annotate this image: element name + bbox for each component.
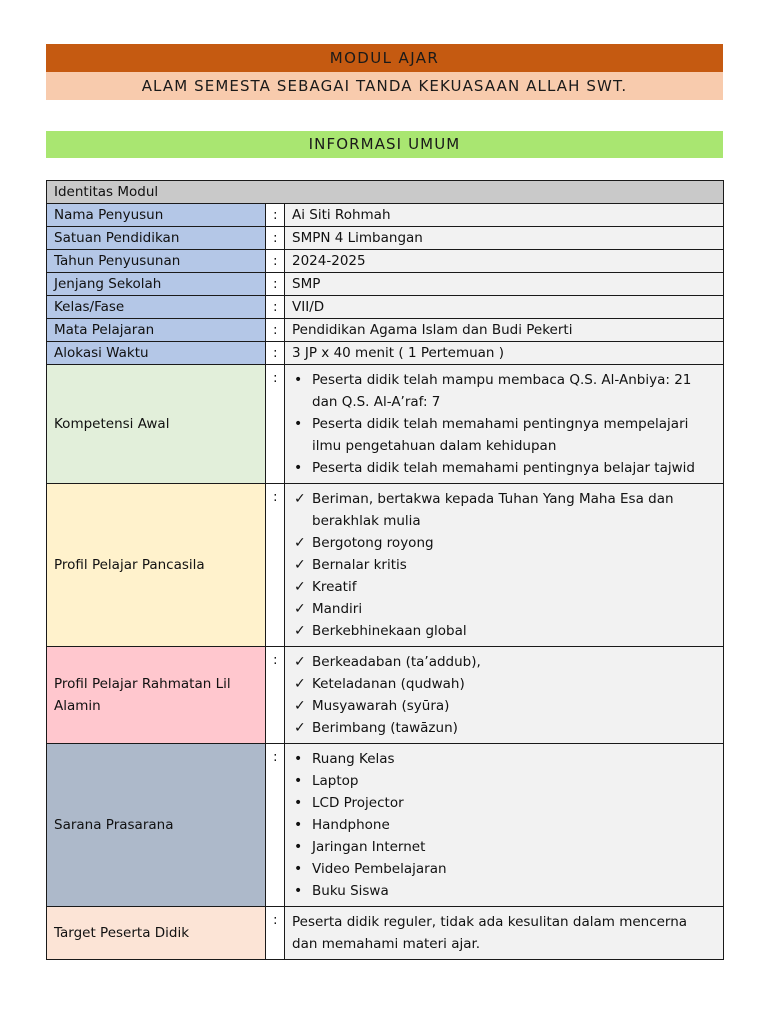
list-item: ✓ Berkebhinekaan global: [292, 620, 716, 642]
table-row-profil-pancasila: [47, 484, 724, 647]
check-icon: ✓: [294, 601, 306, 617]
table-row: [47, 250, 724, 273]
colon: :: [266, 227, 285, 250]
bullet-icon: •: [294, 883, 303, 899]
table-row-target: [47, 907, 724, 960]
row-value: [285, 484, 724, 647]
colon: :: [266, 273, 285, 296]
check-list: [292, 484, 716, 646]
colon: :: [266, 296, 285, 319]
bullet-icon: •: [294, 795, 303, 811]
identity-table: [46, 180, 724, 960]
row-label: Satuan Pendidikan: [47, 227, 266, 250]
row-label: Kelas/Fase: [47, 296, 266, 319]
check-icon: ✓: [294, 676, 306, 692]
colon: :: [266, 204, 285, 227]
row-label: Tahun Penyusunan: [47, 250, 266, 273]
colon: :: [266, 319, 285, 342]
row-label: Target Peserta Didik: [47, 907, 266, 960]
check-list: [292, 647, 716, 743]
check-icon: ✓: [294, 720, 306, 736]
colon: :: [266, 744, 285, 907]
table-heading-row: [47, 181, 724, 204]
module-title: MODUL AJAR: [46, 44, 723, 72]
list-item: • Peserta didik telah memahami pentingnya belajar tajwid: [292, 457, 716, 479]
row-value: [285, 365, 724, 484]
row-value: Ai Siti Rohmah: [285, 204, 724, 227]
table-row: [47, 273, 724, 296]
list-item: ✓ Beriman, bertakwa kepada Tuhan Yang Maha Esa dan berakhlak mulia: [292, 488, 716, 532]
bullet-icon: •: [294, 773, 303, 789]
row-value: SMP: [285, 273, 724, 296]
row-value: [285, 744, 724, 907]
table-row: [47, 204, 724, 227]
row-label: Profil Pelajar Pancasila: [47, 484, 266, 647]
row-value: SMPN 4 Limbangan: [285, 227, 724, 250]
bullet-icon: •: [294, 839, 303, 855]
row-label: Alokasi Waktu: [47, 342, 266, 365]
bullet-icon: •: [294, 751, 303, 767]
list-item: • Laptop: [292, 770, 716, 792]
table-row-kompetensi: [47, 365, 724, 484]
list-item: ✓ Keteladanan (qudwah): [292, 673, 716, 695]
section-heading: INFORMASI UMUM: [46, 131, 723, 158]
list-item: ✓ Berimbang (tawāzun): [292, 717, 716, 739]
table-row: [47, 319, 724, 342]
row-label: Nama Penyusun: [47, 204, 266, 227]
table-row-sarana: [47, 744, 724, 907]
bullet-list: [292, 744, 716, 906]
list-item: • Peserta didik telah mampu membaca Q.S. Al-Anbiya: 21 dan Q.S. Al-A’raf: 7: [292, 369, 716, 413]
list-item: • Peserta didik telah memahami pentingnya mempelajari ilmu pengetahuan dalam kehidupan: [292, 413, 716, 457]
check-icon: ✓: [294, 491, 306, 507]
row-label: Profil Pelajar Rahmatan Lil Alamin: [47, 647, 266, 744]
colon: :: [266, 365, 285, 484]
bullet-icon: •: [294, 861, 303, 877]
colon: :: [266, 907, 285, 960]
list-item: • Handphone: [292, 814, 716, 836]
row-value: [285, 907, 724, 960]
row-value: 3 JP x 40 menit ( 1 Pertemuan ): [285, 342, 724, 365]
check-icon: ✓: [294, 698, 306, 714]
list-item: ✓ Bergotong royong: [292, 532, 716, 554]
row-label: Kompetensi Awal: [47, 365, 266, 484]
table-row: [47, 227, 724, 250]
target-text: Peserta didik reguler, tidak ada kesulitan dalam mencerna dan memahami materi ajar.: [292, 914, 688, 952]
table-row-profil-rahmatan: [47, 647, 724, 744]
bullet-list: [292, 365, 716, 483]
colon: :: [266, 342, 285, 365]
list-item: ✓ Bernalar kritis: [292, 554, 716, 576]
list-item: ✓ Berkeadaban (ta’addub),: [292, 651, 716, 673]
list-item: • LCD Projector: [292, 792, 716, 814]
row-label: Sarana Prasarana: [47, 744, 266, 907]
list-item: ✓ Kreatif: [292, 576, 716, 598]
table-row: [47, 342, 724, 365]
row-value: VII/D: [285, 296, 724, 319]
colon: :: [266, 484, 285, 647]
list-item: • Jaringan Internet: [292, 836, 716, 858]
row-value: 2024-2025: [285, 250, 724, 273]
row-label: Jenjang Sekolah: [47, 273, 266, 296]
check-icon: ✓: [294, 535, 306, 551]
check-icon: ✓: [294, 579, 306, 595]
check-icon: ✓: [294, 623, 306, 639]
bullet-icon: •: [294, 460, 303, 476]
colon: :: [266, 250, 285, 273]
bullet-icon: •: [294, 372, 303, 388]
table-heading: Identitas Modul: [47, 181, 724, 204]
row-value: Pendidikan Agama Islam dan Budi Pekerti: [285, 319, 724, 342]
module-subtitle: ALAM SEMESTA SEBAGAI TANDA KEKUASAAN ALLAH SWT.: [46, 72, 723, 100]
row-label: Mata Pelajaran: [47, 319, 266, 342]
table-row: [47, 296, 724, 319]
list-item: • Video Pembelajaran: [292, 858, 716, 880]
list-item: ✓ Musyawarah (syūra): [292, 695, 716, 717]
row-value: [285, 647, 724, 744]
colon: :: [266, 647, 285, 744]
list-item: • Ruang Kelas: [292, 748, 716, 770]
bullet-icon: •: [294, 817, 303, 833]
list-item: • Buku Siswa: [292, 880, 716, 902]
bullet-icon: •: [294, 416, 303, 432]
list-item: ✓ Mandiri: [292, 598, 716, 620]
check-icon: ✓: [294, 557, 306, 573]
check-icon: ✓: [294, 654, 306, 670]
